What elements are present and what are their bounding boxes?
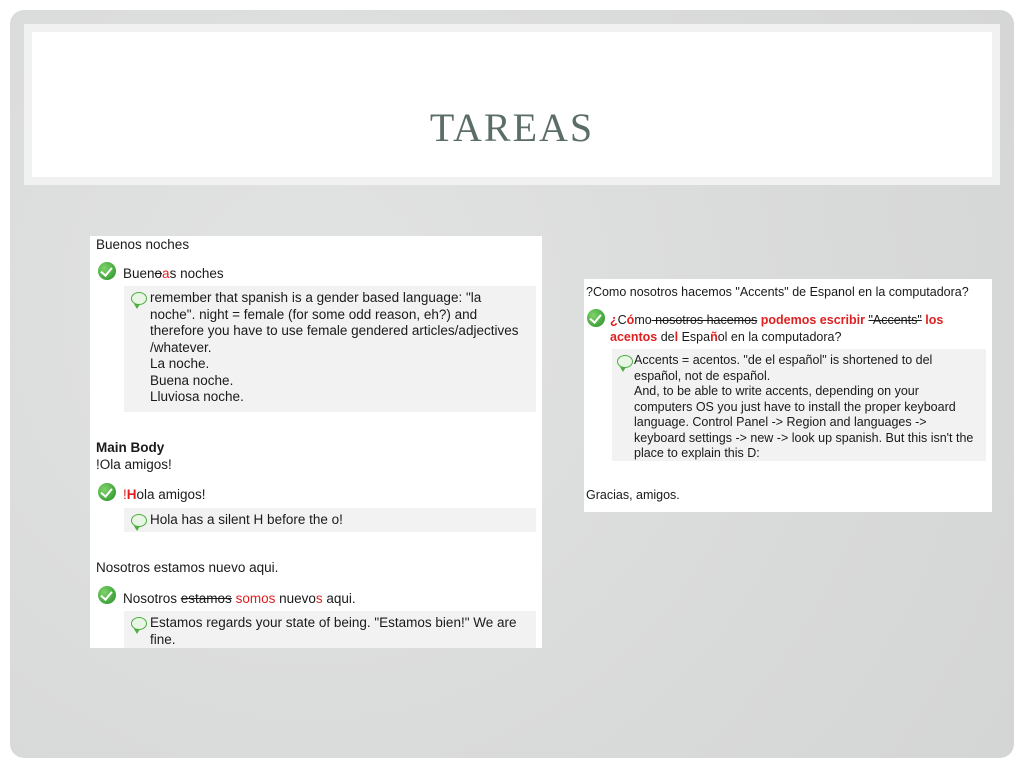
check-circle-icon — [98, 262, 116, 280]
check-circle-icon — [98, 586, 116, 604]
text-segment: Nosotros — [123, 591, 181, 606]
corrected-sentence-1 — [123, 266, 224, 283]
added-text: somos — [231, 591, 276, 606]
comment-box-2 — [124, 508, 536, 532]
comment-text-4: Accents = acentos. "de el español" is shortened to del español, not de español. And, to be able to write accents, depending on your computers OS you just have to install the proper keyboard language. Control Panel -> Region and languages -> keyboard settings -> new -> look up spanish. But this isn't the place to explain this D: — [634, 353, 974, 460]
added-text: acentos — [610, 330, 658, 344]
slide-title: TAREAS — [429, 105, 595, 150]
comment-box-4 — [612, 349, 986, 461]
corrected-sentence-3 — [123, 591, 356, 608]
corrected-question-line-1 — [610, 313, 943, 329]
comment-bubble-icon — [617, 355, 633, 368]
comment-box-1 — [124, 286, 536, 412]
deleted-text: o — [154, 266, 163, 281]
added-text: ¿ — [610, 313, 618, 327]
comment-bubble-icon — [131, 514, 147, 527]
added-text: l — [674, 330, 679, 344]
comment-text-2: Hola has a silent H before the o! — [150, 512, 343, 527]
text-segment: s noches — [169, 266, 224, 281]
text-segment: Espa — [678, 330, 711, 344]
original-question: ?Como nosotros hacemos "Accents" de Espanol en la computadora? — [586, 285, 969, 299]
corrected-sentence-2 — [123, 487, 206, 504]
text-segment: mo — [634, 313, 652, 327]
check-circle-icon — [587, 309, 605, 327]
added-text: podemos escribir — [757, 313, 869, 327]
comment-text-3: Estamos regards your state of being. "Estamos bien!" We are fine. — [150, 615, 517, 647]
text-segment: C — [617, 313, 627, 327]
original-sentence-2: !Ola amigos! — [96, 457, 172, 472]
comment-text-1: remember that spanish is a gender based language: "la noche". night = female (for some odd reason, eh?) and therefore you have to use female gendered articles/adjectives /whatever. La noche. Buena noche. Lluviosa noche. — [150, 290, 519, 404]
comment-box-3 — [124, 611, 536, 648]
deleted-text: "Accents" — [868, 313, 922, 327]
title-box — [32, 32, 992, 177]
closing-line: Gracias, amigos. — [586, 488, 680, 502]
text-segment: Buen — [123, 266, 155, 281]
check-circle-icon — [98, 483, 116, 501]
added-text: H — [126, 487, 137, 502]
text-segment: aqui. — [322, 591, 356, 606]
text-segment: nuevo — [275, 591, 316, 606]
comment-bubble-icon — [131, 617, 147, 630]
deleted-text: nosotros hacemos — [651, 313, 758, 327]
right-correction-panel — [584, 279, 992, 512]
left-correction-panel — [90, 236, 542, 648]
section-heading: Main Body — [96, 440, 165, 455]
comment-bubble-icon — [131, 292, 147, 305]
original-sentence-1: Buenos noches — [96, 237, 190, 252]
text-segment: ol en la computadora? — [717, 330, 842, 344]
deleted-text: estamos — [180, 591, 232, 606]
text-segment: ola amigos! — [136, 487, 206, 502]
text-segment: de — [657, 330, 675, 344]
added-text: ! — [123, 487, 127, 502]
added-text: los — [921, 313, 944, 327]
corrected-question-line-2 — [610, 330, 841, 346]
added-text: s — [315, 591, 323, 606]
added-text: ó — [626, 313, 635, 327]
added-text: ñ — [710, 330, 718, 344]
added-text: a — [162, 266, 170, 281]
original-sentence-3: Nosotros estamos nuevo aqui. — [96, 560, 279, 575]
